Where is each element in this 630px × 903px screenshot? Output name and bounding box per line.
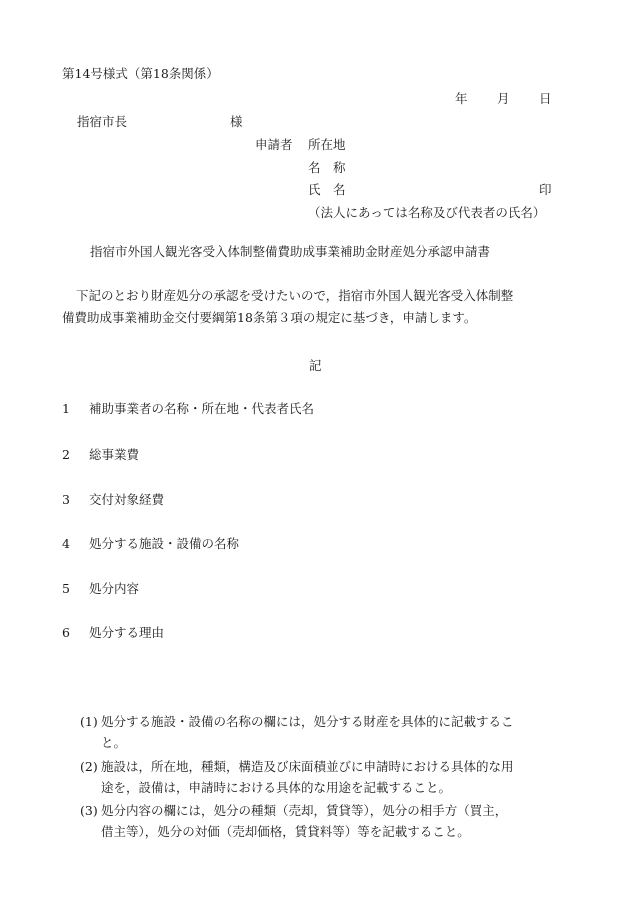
list-item bbox=[62, 403, 314, 416]
list-item bbox=[62, 627, 164, 640]
note-label: (2) bbox=[80, 759, 98, 774]
note-text-rest: と。 bbox=[101, 735, 127, 750]
note-label: (3) bbox=[80, 803, 98, 818]
seal-mark: 印 bbox=[539, 182, 552, 197]
note-text-rest: 借主等），処分の対価（売却価格，賃貸料等）等を記載すること。 bbox=[101, 824, 470, 839]
note-item bbox=[80, 800, 570, 842]
corporate-note: （法人にあっては名称及び代表者の氏名） bbox=[308, 205, 546, 220]
note-label: (1) bbox=[80, 714, 98, 729]
item-label: 処分する理由 bbox=[89, 625, 165, 640]
note-item bbox=[80, 711, 570, 753]
item-number: 3 bbox=[62, 492, 70, 507]
applicant-name-label: 名 称 bbox=[308, 160, 346, 175]
note-text-first: 施設は，所在地，種類，構造及び床面積並びに申請時における具体的な用 bbox=[101, 759, 514, 774]
applicant-person-label: 氏 名 bbox=[308, 182, 346, 197]
date-month-label: 月 bbox=[497, 91, 510, 106]
form-number: 第14号様式（第18条関係） bbox=[62, 66, 219, 81]
document-title: 指宿市外国人観光客受入体制整備費助成事業補助金財産処分承認申請書 bbox=[90, 244, 491, 259]
ki-heading: 記 bbox=[309, 358, 322, 373]
item-number: 4 bbox=[62, 536, 70, 551]
note-text-first: 処分内容の欄には，処分の種類（売却，賃貸等），処分の相手方（買主， bbox=[101, 803, 508, 818]
applicant-address-label: 所在地 bbox=[308, 137, 346, 152]
item-number: 6 bbox=[62, 625, 70, 640]
list-item bbox=[62, 583, 139, 596]
item-number: 5 bbox=[62, 581, 70, 596]
item-number: 1 bbox=[62, 401, 70, 416]
note-item bbox=[80, 756, 570, 798]
item-label: 総事業費 bbox=[89, 447, 140, 462]
item-label: 処分する施設・設備の名称 bbox=[89, 536, 240, 551]
body-line-2: 備費助成事業補助金交付要綱第18条第３項の規定に基づき，申請します。 bbox=[62, 310, 477, 325]
item-number: 2 bbox=[62, 447, 70, 462]
date-year-label: 年 bbox=[455, 91, 468, 106]
addressee-honorific: 様 bbox=[230, 114, 243, 129]
item-label: 交付対象経費 bbox=[89, 492, 165, 507]
note-text-first: 処分する施設・設備の名称の欄には，処分する財産を具体的に記載するこ bbox=[101, 714, 514, 729]
addressee-name: 指宿市長 bbox=[77, 114, 128, 129]
list-item bbox=[62, 538, 239, 551]
date-day-label: 日 bbox=[539, 91, 552, 106]
applicant-role-label: 申請者 bbox=[255, 137, 293, 152]
item-label: 補助事業者の名称・所在地・代表者氏名 bbox=[89, 401, 315, 416]
body-paragraph bbox=[62, 285, 582, 329]
body-line-1: 下記のとおり財産処分の承認を受けたいので，指宿市外国人観光客受入体制整 bbox=[76, 288, 514, 303]
list-item bbox=[62, 494, 164, 507]
note-text-rest: 途を，設備は，申請時における具体的な用途を記載すること。 bbox=[101, 780, 452, 795]
list-item bbox=[62, 449, 139, 462]
item-label: 処分内容 bbox=[89, 581, 140, 596]
